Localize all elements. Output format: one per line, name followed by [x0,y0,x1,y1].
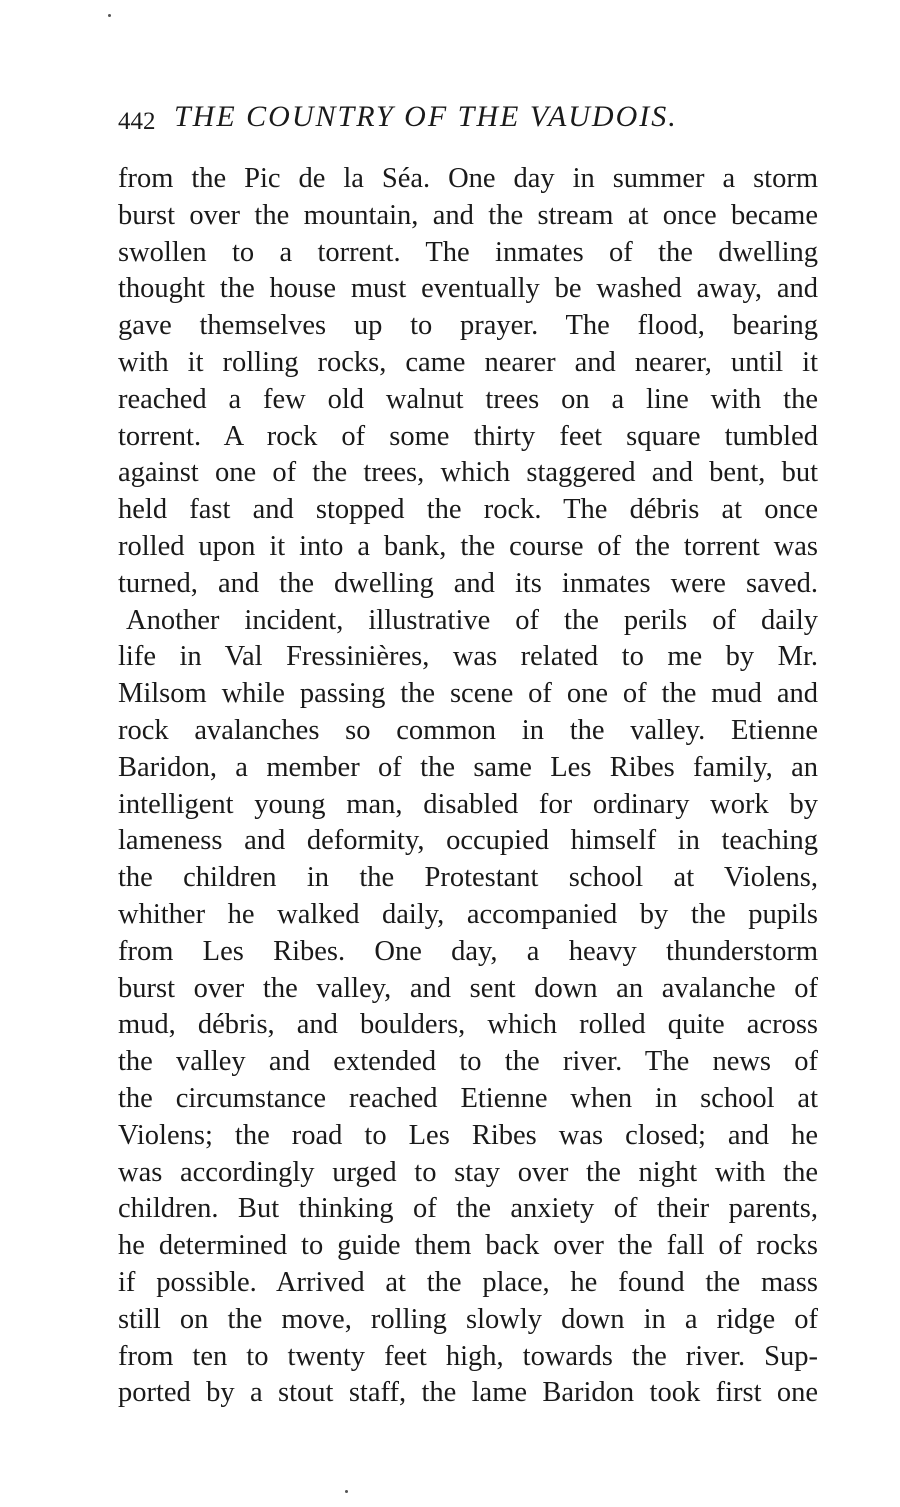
bottom-speck [345,1490,348,1493]
text-line: from the Pic de la Séa. One day in summer a storm [118,163,818,194]
text-line: the circumstance reached Etienne when in school at [118,1082,818,1114]
body-text [118,161,818,1412]
text-line: whither he walked daily, accompanied by the pupils [118,898,818,930]
text-line: the valley and extended to the river. The news of [118,1046,818,1078]
text-line: burst over the valley, and sent down an avalanche of [118,972,818,1004]
text-line: from ten to twenty feet high, towards the river. Sup- [118,1340,818,1372]
text-line: still on the move, rolling slowly down in a ridge of [118,1303,818,1335]
text-line: reached a few old walnut trees on a line with the [118,383,818,415]
text-line: rock avalanches so common in the valley. Etienne [118,714,818,746]
text-line: lameness and deformity, occupied himself in teaching [118,825,818,857]
text-line: Baridon, a member of the same Les Ribes family, an [118,751,818,783]
text-line: with it rolling rocks, came nearer and nearer, until it [118,346,818,378]
text-line: gave themselves up to prayer. The flood, bearing [118,310,818,342]
text-line: children. But thinking of the anxiety of their parents, [118,1193,818,1225]
text-line: was accordingly urged to stay over the night with the [118,1156,818,1188]
text-line: mud, débris, and boulders, which rolled quite across [118,1009,818,1041]
running-title: THE COUNTRY OF THE VAUDOIS. [174,100,678,133]
text-line: rolled upon it into a bank, the course of the torrent was [118,530,818,562]
text-line: he determined to guide them back over the fall of rocks [118,1230,818,1262]
text-line: thought the house must eventually be washed away, and [118,273,818,305]
text-line: ported by a stout staff, the lame Baridon took first one [118,1377,818,1409]
text-line: if possible. Arrived at the place, he found the mass [118,1266,818,1298]
page-number: 442 [118,108,156,135]
text-line: held fast and stopped the rock. The débris at once [118,494,818,526]
text-line: from Les Ribes. One day, a heavy thunderstorm [118,935,818,967]
text-line: swollen to a torrent. The inmates of the dwelling [118,236,818,268]
page-header [118,100,818,140]
text-line: the children in the Protestant school at Violens, [118,862,818,894]
text-line: against one of the trees, which staggered and bent, but [118,457,818,489]
text-line: torrent. A rock of some thirty feet square tumbled [118,420,818,452]
top-speck [108,14,111,17]
text-line: burst over the mountain, and the stream at once became [118,199,818,231]
text-line: life in Val Fressinières, was related to me by Mr. [118,641,818,673]
text-line: intelligent young man, disabled for ordinary work by [118,788,818,820]
text-line: Violens; the road to Les Ribes was closed; and he [118,1119,818,1151]
text-line: Another incident, illustrative of the perils of daily [126,604,818,636]
text-line: Milsom while passing the scene of one of the mud and [118,678,818,710]
text-line: turned, and the dwelling and its inmates were saved. [118,567,818,599]
